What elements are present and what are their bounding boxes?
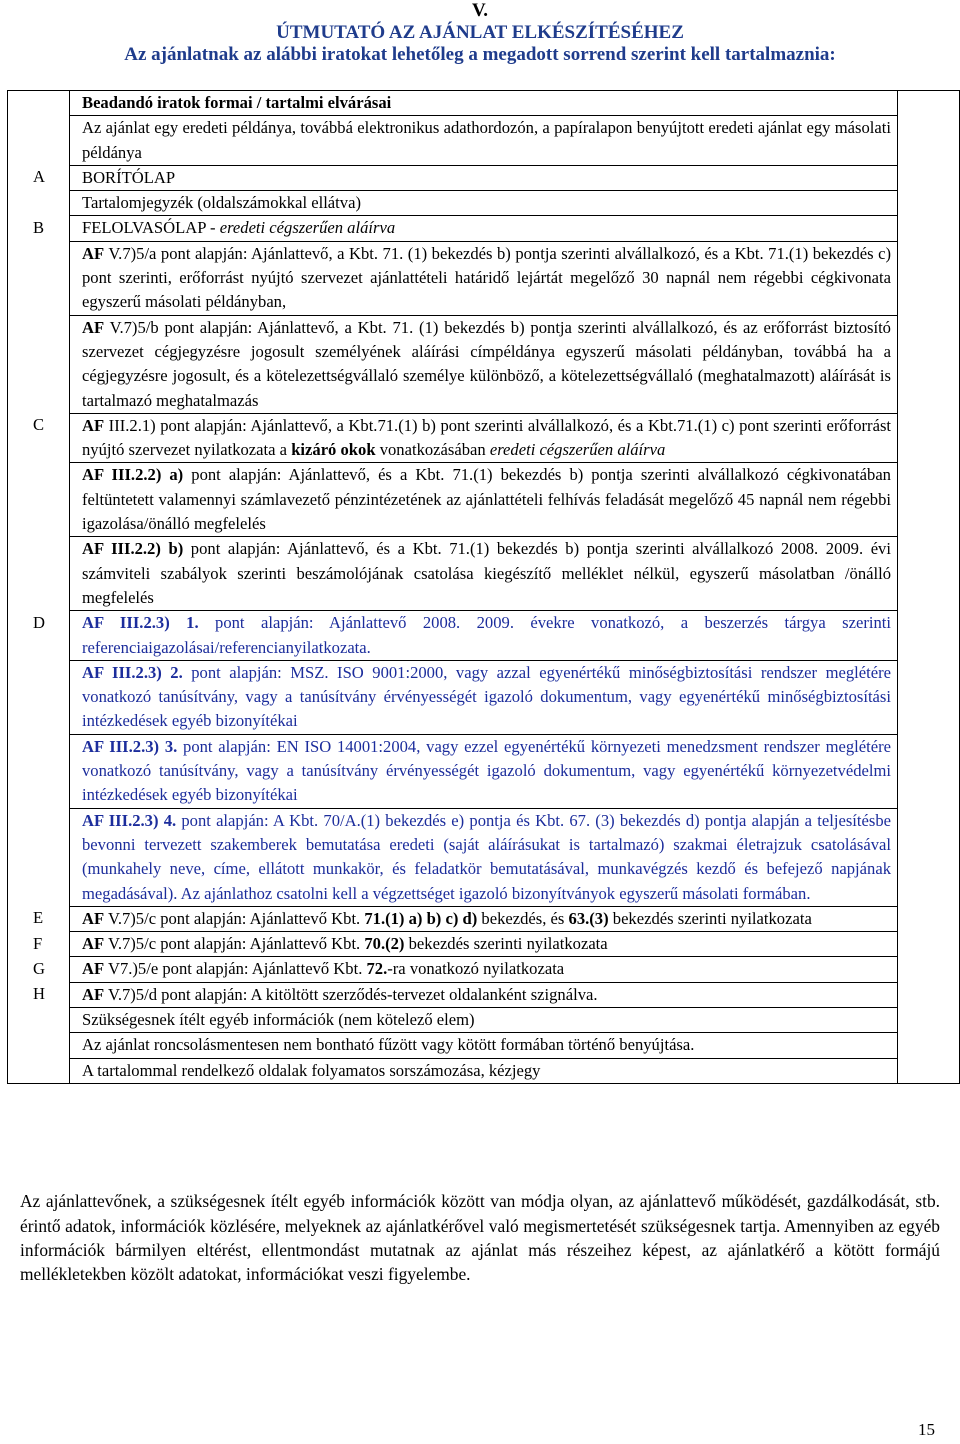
row-af-iii-2-1: AF III.2.1) pont alapján: Ajánlattevő, a Kbt.71.(1) b) pont szerinti alvállalkozó, és a Kbt.71.(1) c) pont szerinti erőforrást nyújtó szervezet nyilatkozata a kizáró okok vonatkozásában eredeti cégszerűen aláírva	[70, 413, 898, 463]
section-number: V.	[471, 0, 489, 21]
row-letter-b: B	[8, 216, 70, 241]
row-af-iii-2-3-4: AF III.2.3) 4. pont alapján: A Kbt. 70/A.(1) bekezdés e) pontja és Kbt. 67. (3) bekezdés d) pontja alapján a teljesítésbe bevonni tervezett szakemberek bemutatása eredeti (saját aláírásukat is tartalmazó) szakmai életrajzuk csatolásával (munkahely neve, címe, ellátott munkakör, és feladatkör bemutatásával, munkavégzés kezdő és befejező napjának megadásával). Az ajánlathoz csatolni kell a végzettséget igazoló bizonyítványok egyszerű másolati formában.	[70, 808, 898, 906]
page-title: ÚTMUTATÓ AZ AJÁNLAT ELKÉSZÍTÉSÉHEZ	[276, 22, 684, 43]
row-letter-e: E	[8, 906, 70, 931]
row-egyeb-informaciok: Szükségesnek ítélt egyéb információk (nem kötelező elem)	[70, 1007, 898, 1032]
row-af-iii-2-3-3: AF III.2.3) 3. pont alapján: EN ISO 14001:2004, vagy ezzel egyenértékű környezeti menedzsment rendszer meglétére vonatkozó tanúsítvány, vagy a tanúsítvány érvényességét igazoló dokumentum, vagy egyenértékű környezetvédelmi intézkedések egyéb bizonyítékai	[70, 734, 898, 808]
page-number: 15	[918, 1420, 935, 1439]
row-letter-d: D	[8, 611, 70, 661]
row-af-v7-5a: AF V.7)5/a pont alapján: Ajánlattevő, a Kbt. 71. (1) bekezdés b) pontja szerinti alvállalkozó, és a Kbt. 71.(1) bekezdés c) pont szerinti, erőforrást nyújtó szervezet ajánlattételi határidő lejártát megelőző 30 napnál nem régebbi cégkivonata egyszerű másolati példányban,	[70, 241, 898, 315]
page-subtitle: Az ajánlatnak az alábbi iratokat lehetőleg a megadott sorrend szerint kell tartalmaznia:	[124, 44, 836, 65]
row-letter-a: A	[8, 165, 70, 190]
row-sorszamozas: A tartalommal rendelkező oldalak folyamatos sorszámozása, kézjegy	[70, 1058, 898, 1083]
row-letter-g: G	[8, 957, 70, 982]
row-af-v7-5c-f: AF V.7)5/c pont alapján: Ajánlattevő Kbt. 70.(2) bekezdés szerinti nyilatkozata	[70, 932, 898, 957]
row-letter-f: F	[8, 932, 70, 957]
row-af-v7-5d: AF V.7)5/d pont alapján: A kitöltött szerződés-tervezet oldalanként szignálva.	[70, 982, 898, 1007]
row-roncsolasmentes: Az ajánlat roncsolásmentesen nem bontható fűzött vagy kötött formában történő benyújtása.	[70, 1033, 898, 1058]
row-felolvasolap: FELOLVASÓLAP - eredeti cégszerűen aláírva	[70, 216, 898, 241]
row-letter-c: C	[8, 413, 70, 463]
row-af-iii-2-3-1: AF III.2.3) 1. pont alapján: Ajánlattevő 2008. 2009. évekre vonatkozó, a beszerzés tárgya szerinti referenciaigazolásai/referencianyilatkozata.	[70, 611, 898, 661]
row-af-v7-5b: AF V.7)5/b pont alapján: Ajánlattevő, a Kbt. 71. (1) bekezdés b) pontja szerinti alvállalkozó, és az erőforrást biztosító szervezet cégjegyzésre jogosult személyének aláírási címpéldánya egyszerű másolati példányban, továbbá ha a cégjegyzésre jogosult, és a kötelezettségvállaló személye különböző, a kötelezettségvállaló (meghatalmazott) aláírását is tartalmazó meghatalmazás	[70, 315, 898, 413]
row-tartalomjegyzek: Tartalomjegyzék (oldalszámokkal ellátva)	[70, 191, 898, 216]
column-header: Beadandó iratok formai / tartalmi elvárásai	[70, 91, 898, 116]
row-letter-h: H	[8, 982, 70, 1007]
document-header	[0, 0, 960, 66]
row-boritolap: BORÍTÓLAP	[70, 165, 898, 190]
row-af-v7-5e: AF V7.)5/e pont alapján: Ajánlattevő Kbt. 72.-ra vonatkozó nyilatkozata	[70, 957, 898, 982]
row-af-iii-2-3-2: AF III.2.3) 2. pont alapján: MSZ. ISO 9001:2000, vagy azzal egyenértékű minőségbiztosítási rendszer meglétére vonatkozó tanúsítvány, vagy a tanúsítvány érvényességét igazoló dokumentum, vagy egyenértékű minőségbiztosítási intézkedések egyéb bizonyítékai	[70, 660, 898, 734]
row-af-v7-5c-e: AF V.7)5/c pont alapján: Ajánlattevő Kbt. 71.(1) a) b) c) d) bekezdés, és 63.(3) bekezdés szerinti nyilatkozata	[70, 906, 898, 931]
row-af-iii-2-2b: AF III.2.2) b) pont alapján: Ajánlattevő, és a Kbt. 71.(1) bekezdés b) pontja szerinti alvállalkozó 2008. 2009. évi számviteli szabályok szerinti beszámolójának csatolása kiegészítő melléklet nélkül, egyszerű másolatban /önálló megfelelés	[70, 537, 898, 611]
row-original-copy: Az ajánlat egy eredeti példánya, továbbá elektronikus adathordozón, a papíralapon benyújtott eredeti ajánlat egy másolati példánya	[70, 116, 898, 166]
requirements-table	[7, 90, 960, 1084]
row-af-iii-2-2a: AF III.2.2) a) pont alapján: Ajánlattevő, és a Kbt. 71.(1) bekezdés b) pontja szerinti alvállalkozó cégkivonatában feltüntetett valamennyi számlavezető pénzintézetének az ajánlattételi felhívás feladását megelőző 45 napnál nem régebbi igazolása/önálló megfelelés	[70, 463, 898, 537]
closing-paragraph: Az ajánlattevőnek, a szükségesnek ítélt egyéb információk között van módja olyan, az ajánlattevő működését, gazdálkodását, stb. érintő adatok, információk közlésére, melyeknek az ajánlatkérővel való megismertetését szükségesnek tartja. Amennyiben az egyéb információk bármilyen eltérést, ellentmondást mutatnak az ajánlat más részeihez képest, az ajánlatkérő a kötött formájú mellékletekben közölt adatokat, információkat veszi figyelembe.	[20, 1191, 940, 1285]
